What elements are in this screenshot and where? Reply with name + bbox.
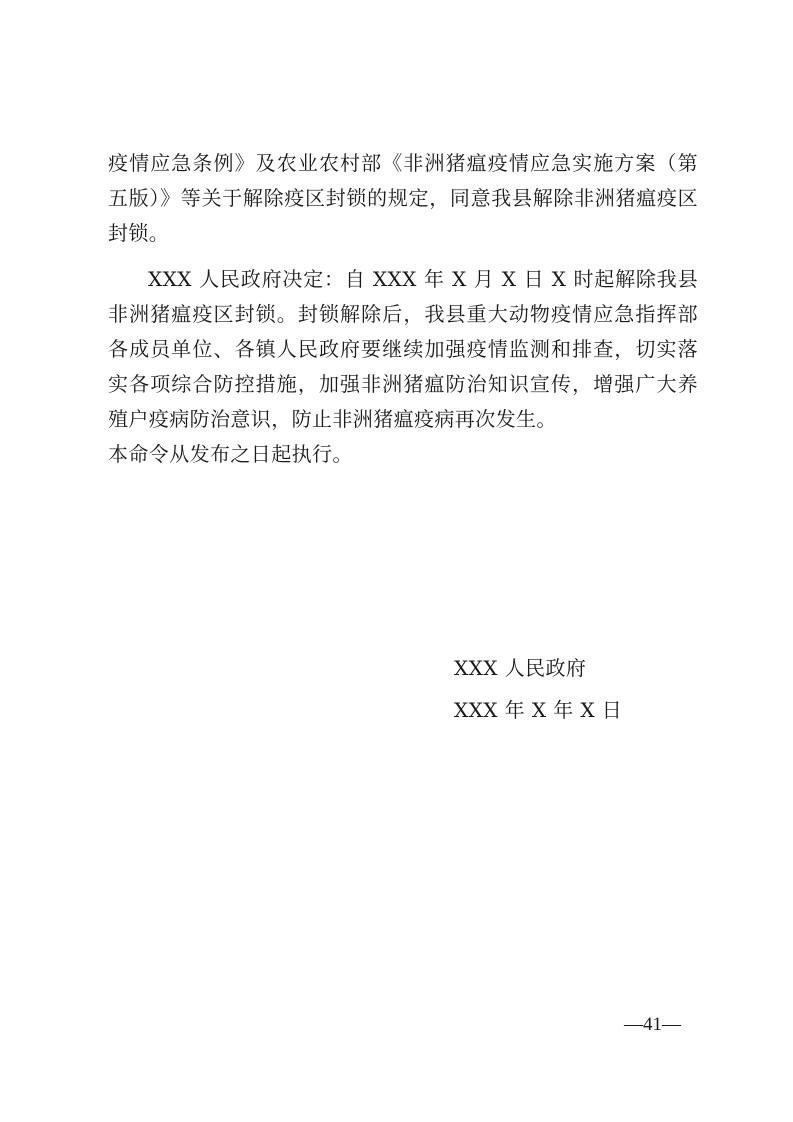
issuer-name: XXX 人民政府 xyxy=(454,656,587,680)
paragraph-continuation: 疫情应急条例》及农业农村部《非洲猪瘟疫情应急实施方案（第五版）》等关于解除疫区封锁的规定，同意我县解除非洲猪瘟疫区封锁。 xyxy=(108,151,698,245)
document-body xyxy=(108,146,698,472)
paragraph-decision: XXX 人民政府决定：自 XXX 年 X 月 X 日 X 时起解除我县非洲猪瘟疫区封锁。封锁解除后，我县重大动物疫情应急指挥部各成员单位、各镇人民政府要继续加强疫情监测和排查，切实落实各项综合防控措施，加强非洲猪瘟防治知识宣传，增强广大养殖户疫病防治意识，防止非洲猪瘟疫病再次发生。 xyxy=(108,267,698,431)
issue-date: XXX 年 X 年 X 日 xyxy=(454,698,623,722)
closing-statement: 本命令从发布之日起执行。 xyxy=(108,442,353,466)
signature-block xyxy=(454,647,622,731)
page-number: —41— xyxy=(624,1014,681,1035)
